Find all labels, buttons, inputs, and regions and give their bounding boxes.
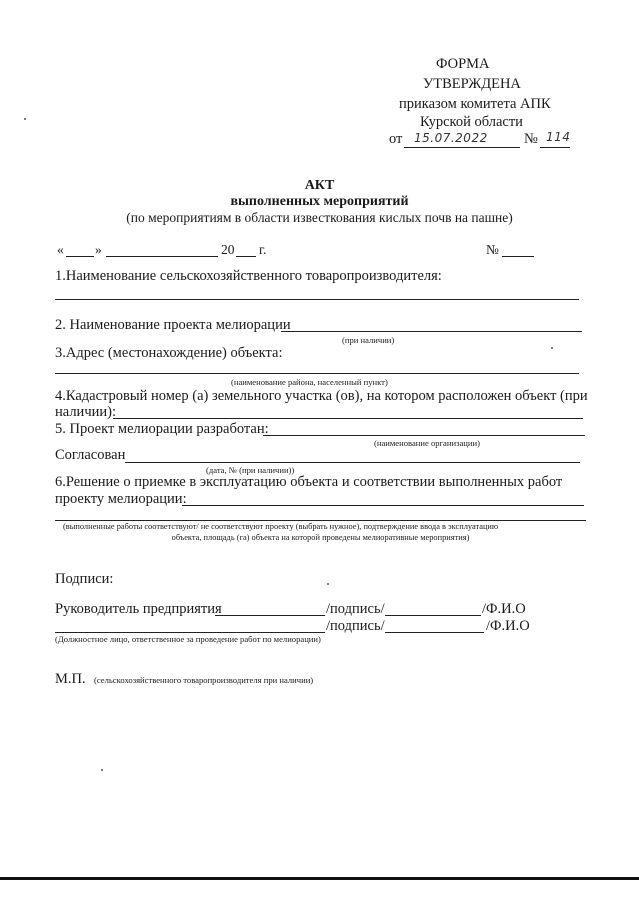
scan-speck — [327, 583, 329, 585]
header-region-label: Курской области — [420, 114, 523, 130]
scan-speck — [551, 347, 553, 349]
item3-line — [55, 373, 579, 374]
scan-speck — [101, 769, 103, 771]
agreed-hint: (дата, № (при наличии)) — [206, 465, 295, 475]
act-subtitle: выполненных мероприятий — [230, 194, 409, 209]
signature-sign-line — [385, 615, 481, 616]
act-number-label: № — [486, 242, 499, 257]
item4-label-line1: 4.Кадастровый номер (а) земельного участка (ов), на котором расположен объект (при — [55, 388, 588, 404]
agreed-line — [125, 462, 580, 463]
item3-hint: (наименование района, населенный пункт) — [231, 377, 388, 387]
header-number-prefix: № — [524, 131, 538, 147]
item3-label: 3.Адрес (местонахождение) объекта: — [55, 345, 283, 361]
item6-label-line2: проекту мелиорации: — [55, 491, 187, 507]
signature-head-line — [215, 615, 325, 616]
header-order-label: приказом комитета АПК — [399, 96, 551, 112]
signature-sign-line-2 — [385, 632, 484, 633]
date-open-quote: « — [57, 242, 64, 257]
date-year-prefix: 20 — [221, 242, 235, 257]
header-approved-label: УТВЕРЖДЕНА — [423, 76, 521, 92]
header-date-prefix: от — [389, 131, 403, 147]
act-title: АКТ — [304, 178, 335, 193]
signature-head-label: Руководитель предприятия — [55, 601, 222, 617]
header-form-label: ФОРМА — [436, 56, 490, 72]
item4-line — [113, 418, 583, 419]
header-number-line — [540, 147, 570, 148]
item5-label: 5. Проект мелиорации разработан: — [55, 421, 269, 437]
header-date-line — [404, 147, 520, 148]
scan-bottom-border — [0, 877, 639, 880]
item6-line — [182, 505, 584, 506]
date-year-suffix: г. — [259, 242, 267, 257]
signature-fio-label-2: /Ф.И.О — [486, 618, 530, 634]
signatures-heading: Подписи: — [55, 571, 114, 587]
act-note: (по мероприятиям в области известкования кислых почв на пашне) — [126, 210, 513, 225]
item5-line — [263, 435, 585, 436]
signature-official-line — [55, 632, 325, 633]
signature-sign-label: /подпись/ — [326, 601, 385, 617]
item6-hint-line2: объекта, площадь (га) объекта на которой проведены мелиоративные мероприятия) — [171, 533, 470, 542]
item2-hint: (при наличии) — [342, 335, 395, 345]
agreed-label: Согласован — [55, 447, 126, 463]
header-number-handwritten: 114 — [546, 130, 571, 144]
item5-hint: (наименование организации) — [374, 438, 480, 448]
item2-label: 2. Наименование проекта мелиорации — [55, 317, 291, 333]
scan-speck — [24, 118, 26, 120]
item4-label-line2: наличии): — [55, 404, 116, 420]
item1-label: 1.Наименование сельскохозяйственного товаропроизводителя: — [55, 268, 442, 284]
date-day-line — [66, 256, 94, 257]
date-close-quote: » — [95, 242, 102, 257]
signature-official-hint: (Должностное лицо, ответственное за проведение работ по мелиорации) — [55, 634, 321, 644]
stamp-hint: (сельскохозяйственного товаропроизводителя при наличии) — [94, 675, 314, 685]
item6-label-line1: 6.Решение о приемке в эксплуатацию объекта и соответствии выполненных работ — [55, 474, 563, 490]
date-year-line — [236, 256, 256, 257]
item6-hint-line1: (выполненные работы соответствуют/ не соответствуют проекту (выбрать нужное), подтверждение ввода в эксплуатацию — [63, 522, 499, 531]
stamp-label: М.П. — [55, 671, 86, 687]
item1-line — [55, 299, 579, 300]
item6-line-2 — [55, 520, 586, 521]
date-month-line — [106, 256, 218, 257]
signature-sign-label-2: /подпись/ — [326, 618, 385, 634]
signature-fio-label: /Ф.И.О — [482, 601, 526, 617]
act-number-line — [502, 256, 534, 257]
header-date-handwritten: 15.07.2022 — [414, 131, 488, 145]
item2-line — [281, 331, 582, 332]
